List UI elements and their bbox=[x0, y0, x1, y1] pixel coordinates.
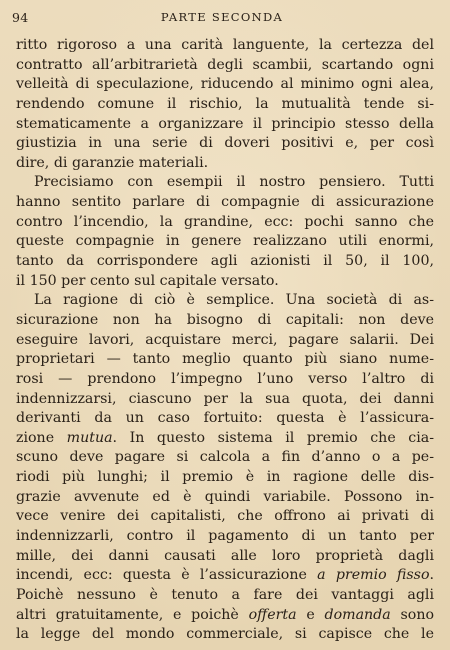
line-text: proprietari — tanto meglio quanto più siano nume- bbox=[16, 351, 434, 368]
text-line bbox=[16, 331, 434, 351]
line-text: contratto all’arbitrarietà degli scambii, scartando ogni bbox=[16, 56, 434, 73]
text-line bbox=[16, 488, 434, 508]
text-line bbox=[16, 409, 434, 429]
italic-phrase: offerta bbox=[248, 606, 297, 623]
text-line bbox=[16, 213, 434, 233]
text-line bbox=[16, 527, 434, 547]
line-text: derivanti da un caso fortuito: questa è l’assicura- bbox=[16, 410, 434, 427]
text-line bbox=[16, 252, 434, 272]
text-line bbox=[16, 429, 434, 449]
text-line bbox=[16, 232, 434, 252]
line-text: queste compagnie in genere realizzano utili enormi, bbox=[16, 233, 434, 250]
running-head: PARTE SECONDA bbox=[160, 10, 284, 24]
text-line bbox=[16, 448, 434, 468]
line-text: giustizia in una serie di doveri positivi e, per così bbox=[16, 135, 434, 152]
line-text: sicurazione non ha bisogno di capitali: non deve bbox=[16, 311, 434, 328]
text-line bbox=[16, 606, 434, 626]
text-line bbox=[16, 56, 434, 76]
line-text: rosi — prendono l’impegno l’uno verso l’altro di bbox=[16, 370, 434, 387]
text-line bbox=[16, 95, 434, 115]
line-text: scuno deve pagare si calcola a fin d’anno o a pe- bbox=[16, 449, 434, 466]
line-text: ritto rigoroso a una carità languente, la certezza del bbox=[16, 37, 434, 53]
text-line bbox=[16, 291, 434, 311]
text-line bbox=[16, 586, 434, 606]
text-line bbox=[16, 75, 434, 95]
line-text: hanno sentito parlare di compagnie di assicurazione bbox=[16, 194, 434, 211]
line-text: Precisiamo con esempii il nostro pensiero. Tutti bbox=[34, 174, 434, 191]
text-line bbox=[16, 625, 434, 645]
line-text-continued: . bbox=[429, 567, 434, 584]
line-text: grazie avvenute ed è quindi variabile. Possono in- bbox=[16, 488, 434, 505]
page-number: 94 bbox=[12, 10, 29, 25]
line-text: indennizzarli, contro il pagamento di un tanto per bbox=[16, 528, 434, 545]
line-text: tanto da corrispondere agli azionisti il 50, il 100, bbox=[16, 253, 434, 270]
line-text: stematicamente a organizzare il principio stesso della bbox=[16, 115, 434, 132]
line-text: dire, di garanzie materiali. bbox=[16, 154, 209, 171]
italic-phrase: a premio fisso bbox=[317, 567, 430, 584]
line-text-continued: . In questo sistema il premio che cia- bbox=[112, 429, 434, 446]
text-line bbox=[16, 272, 434, 292]
text-line bbox=[16, 173, 434, 193]
text-line bbox=[16, 154, 434, 174]
italic-phrase: domanda bbox=[324, 606, 391, 623]
text-line bbox=[16, 350, 434, 370]
line-text: altri gratuitamente, e poichè bbox=[16, 606, 239, 623]
line-text: eseguire lavori, acquistare merci, pagare salarii. Dei bbox=[16, 331, 434, 348]
line-text: mille, dei danni causati alle loro proprietà dagli bbox=[16, 547, 434, 564]
line-text: Poichè nessuno è tenuto a fare dei vantaggi agli bbox=[16, 586, 434, 603]
text-line bbox=[16, 547, 434, 567]
line-text: rendendo comune il rischio, la mutualità tende si- bbox=[16, 95, 434, 112]
line-text-continued: e bbox=[296, 606, 325, 623]
text-line bbox=[16, 193, 434, 213]
italic-phrase: mutua bbox=[66, 429, 113, 446]
line-text: incendi, ecc: questa è l’assicurazione bbox=[16, 567, 307, 584]
text-line bbox=[16, 390, 434, 410]
page-header bbox=[12, 10, 432, 26]
text-line bbox=[16, 468, 434, 488]
line-text: la legge del mondo commerciale, si capisce che le bbox=[16, 626, 434, 643]
text-line bbox=[16, 115, 434, 135]
line-text: contro l’incendio, la grandine, ecc: pochi sanno che bbox=[16, 213, 434, 230]
text-line bbox=[16, 370, 434, 390]
text-line bbox=[16, 311, 434, 331]
line-text: zione bbox=[16, 429, 55, 446]
line-text: il 150 per cento sul capitale versato. bbox=[16, 272, 279, 289]
line-text: vece venire dei capitalisti, che offrono ai privati di bbox=[16, 508, 434, 525]
line-text: riodi più lunghi; il premio è in ragione delle dis- bbox=[16, 469, 434, 486]
body-text bbox=[16, 36, 434, 645]
text-line bbox=[16, 36, 434, 56]
line-text: velleità di speculazione, riducendo al minimo ogni alea, bbox=[16, 76, 434, 93]
text-line bbox=[16, 507, 434, 527]
line-text-continued: sono bbox=[390, 606, 434, 623]
text-line bbox=[16, 566, 434, 586]
line-text: La ragione di ciò è semplice. Una società di as- bbox=[34, 292, 434, 309]
line-text: indennizzarsi, ciascuno per la sua quota, dei danni bbox=[16, 390, 434, 407]
text-line bbox=[16, 134, 434, 154]
